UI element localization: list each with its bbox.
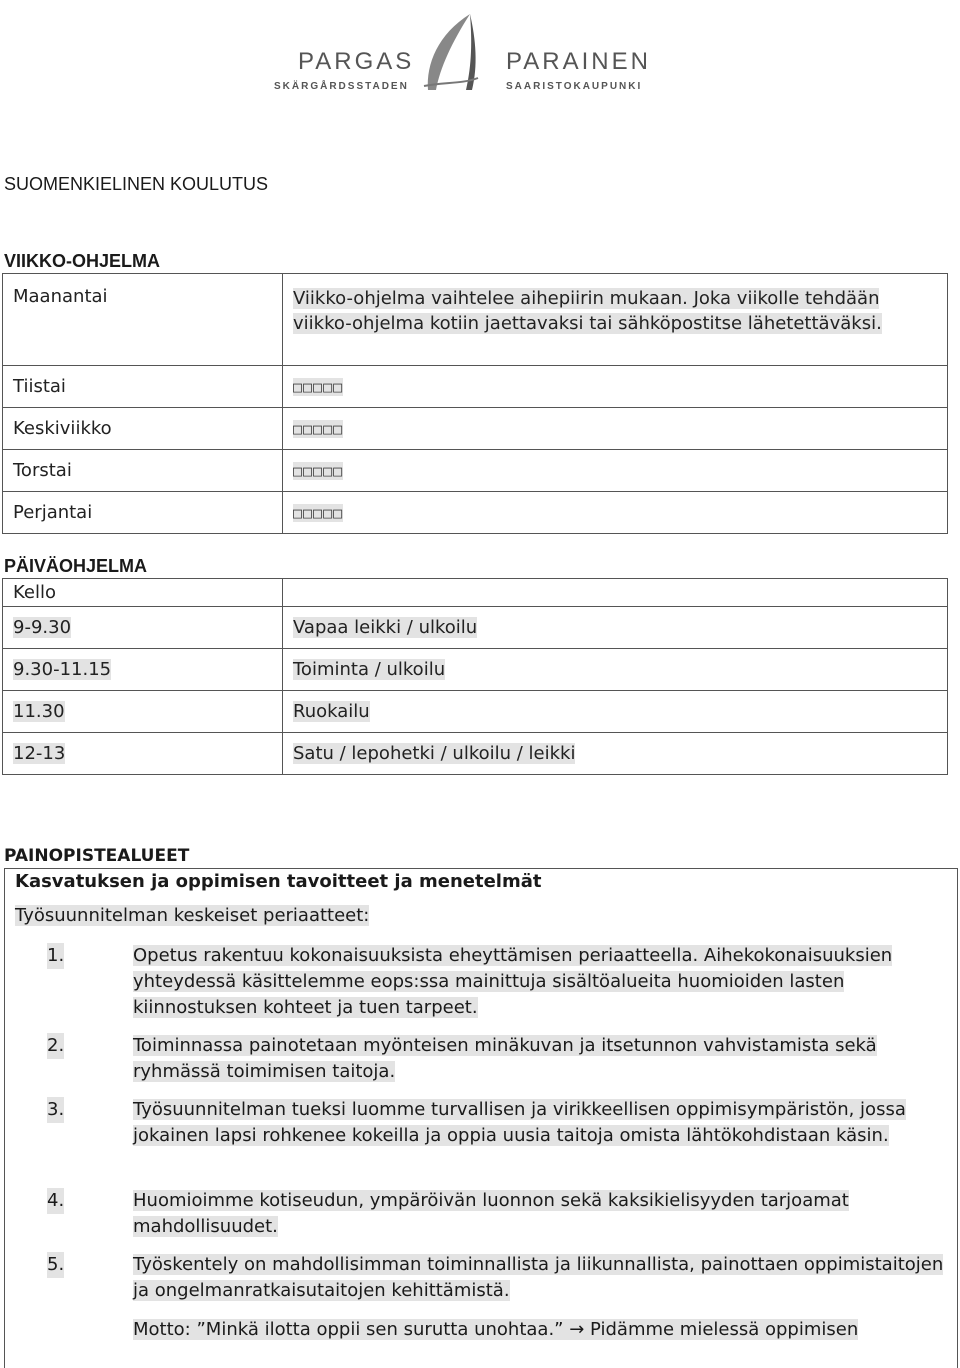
weekly-row [3, 492, 948, 534]
logo-left-sub: SKÄRGÅRDSSTADEN [274, 81, 409, 92]
motto-content: Motto: ”Minkä ilotta oppii sen surutta unohtaa.” → Pidämme mielessä oppimisen [133, 1319, 859, 1340]
motto-text [133, 1317, 953, 1343]
content-cell [283, 492, 948, 534]
weekly-row [3, 450, 948, 492]
activity-value: Satu / lepohetki / ulkoilu / leikki [293, 743, 576, 764]
daily-row [3, 733, 948, 775]
focus-box [4, 868, 958, 1368]
item-text-content: Huomioimme kotiseudun, ympäröivän luonnon sekä kaksikielisyyden tarjoamat mahdollisuudet. [133, 1190, 849, 1237]
daily-heading: PÄIVÄOHJELMA [4, 556, 148, 576]
weekly-row [3, 408, 948, 450]
day-cell: Tiistai [3, 366, 283, 408]
logo-right-word: PARAINEN [506, 48, 651, 75]
logo-right-sub: SAARISTOKAUPUNKI [506, 81, 643, 92]
weekly-heading: VIIKKO-OHJELMA [4, 251, 161, 271]
focus-intro-text: Työsuunnitelman keskeiset periaatteet: [15, 905, 370, 926]
item-text [133, 1188, 953, 1240]
weekly-row [3, 366, 948, 408]
item-text [133, 1097, 953, 1149]
item-number: 1. [47, 943, 64, 969]
time-header: Kello [3, 579, 283, 607]
empty-header-cell [283, 579, 948, 607]
content-cell [283, 450, 948, 492]
activity-cell [283, 649, 948, 691]
time-cell [3, 649, 283, 691]
item-number: 3. [47, 1097, 64, 1123]
time-cell [3, 733, 283, 775]
activity-cell [283, 733, 948, 775]
item-text-content: Toiminnassa painotetaan myönteisen minäkuvan ja itsetunnon vahvistamista sekä ryhmässä toimimisen taitoja. [133, 1035, 877, 1082]
item-text-content: Opetus rakentuu kokonaisuuksista eheyttämisen periaatteella. Aihekokonaisuuksien yhteydessä käsittelemme eops:ssa mainittuja sisältöalueita huomioiden lasten kiinnostuksen kohteet ja tuen tarpeet. [133, 945, 893, 1018]
activity-cell [283, 691, 948, 733]
daily-row [3, 691, 948, 733]
activity-value: Ruokailu [293, 701, 370, 722]
document-title: SUOMENKIELINEN KOULUTUS [4, 174, 269, 194]
item-text [133, 1033, 953, 1085]
daily-header-row [3, 579, 948, 607]
item-text-content: Työsuunnitelman tueksi luomme turvallisen ja virikkeellisen oppimisympäristön, jossa jokainen lapsi rohkenee kokeilla ja oppia uusia taitoja omista lähtökohdistaan käsin. [133, 1099, 906, 1146]
item-number: 5. [47, 1252, 64, 1278]
item-text-content: Työskentely on mahdollisimman toiminnallista ja liikunnallista, painottaen oppimistaitojen ja ongelmanratkaisutaitojen kehittämistä. [133, 1254, 944, 1301]
weekly-table [2, 273, 948, 534]
content-cell [283, 408, 948, 450]
placeholder-glyphs: □□□□□ [293, 378, 344, 396]
placeholder-glyphs: □□□□□ [293, 462, 344, 480]
placeholder-glyphs: □□□□□ [293, 504, 344, 522]
weekly-row [3, 274, 948, 366]
content-cell [283, 366, 948, 408]
activity-value: Vapaa leikki / ulkoilu [293, 617, 478, 638]
item-text [133, 1252, 953, 1304]
weekly-note-cell [283, 274, 948, 366]
daily-row [3, 649, 948, 691]
pargas-parainen-logo [270, 8, 650, 98]
activity-cell [283, 607, 948, 649]
focus-heading: PAINOPISTEALUEET [4, 846, 190, 866]
focus-subheading: Kasvatuksen ja oppimisen tavoitteet ja menetelmät [15, 871, 542, 892]
time-cell [3, 691, 283, 733]
item-number: 4. [47, 1188, 64, 1214]
placeholder-glyphs: □□□□□ [293, 420, 344, 438]
daily-row [3, 607, 948, 649]
time-cell [3, 607, 283, 649]
logo-left-word: PARGAS [298, 48, 415, 75]
activity-value: Toiminta / ulkoilu [293, 659, 446, 680]
time-value: 12-13 [13, 743, 66, 764]
weekly-note: Viikko-ohjelma vaihtelee aihepiirin mukaan. Joka viikolle tehdään viikko-ohjelma kotiin jaettavaksi tai sähköpostitse lähetettäväksi. [293, 288, 882, 334]
time-value: 11.30 [13, 701, 65, 722]
sail-icon [418, 12, 498, 94]
time-value: 9-9.30 [13, 617, 72, 638]
time-value: 9.30-11.15 [13, 659, 112, 680]
item-number: 2. [47, 1033, 64, 1059]
focus-intro [15, 905, 369, 926]
day-cell: Torstai [3, 450, 283, 492]
daily-table [2, 578, 948, 775]
day-cell: Keskiviikko [3, 408, 283, 450]
item-text [133, 943, 953, 1021]
day-cell: Perjantai [3, 492, 283, 534]
day-cell: Maanantai [3, 274, 283, 366]
